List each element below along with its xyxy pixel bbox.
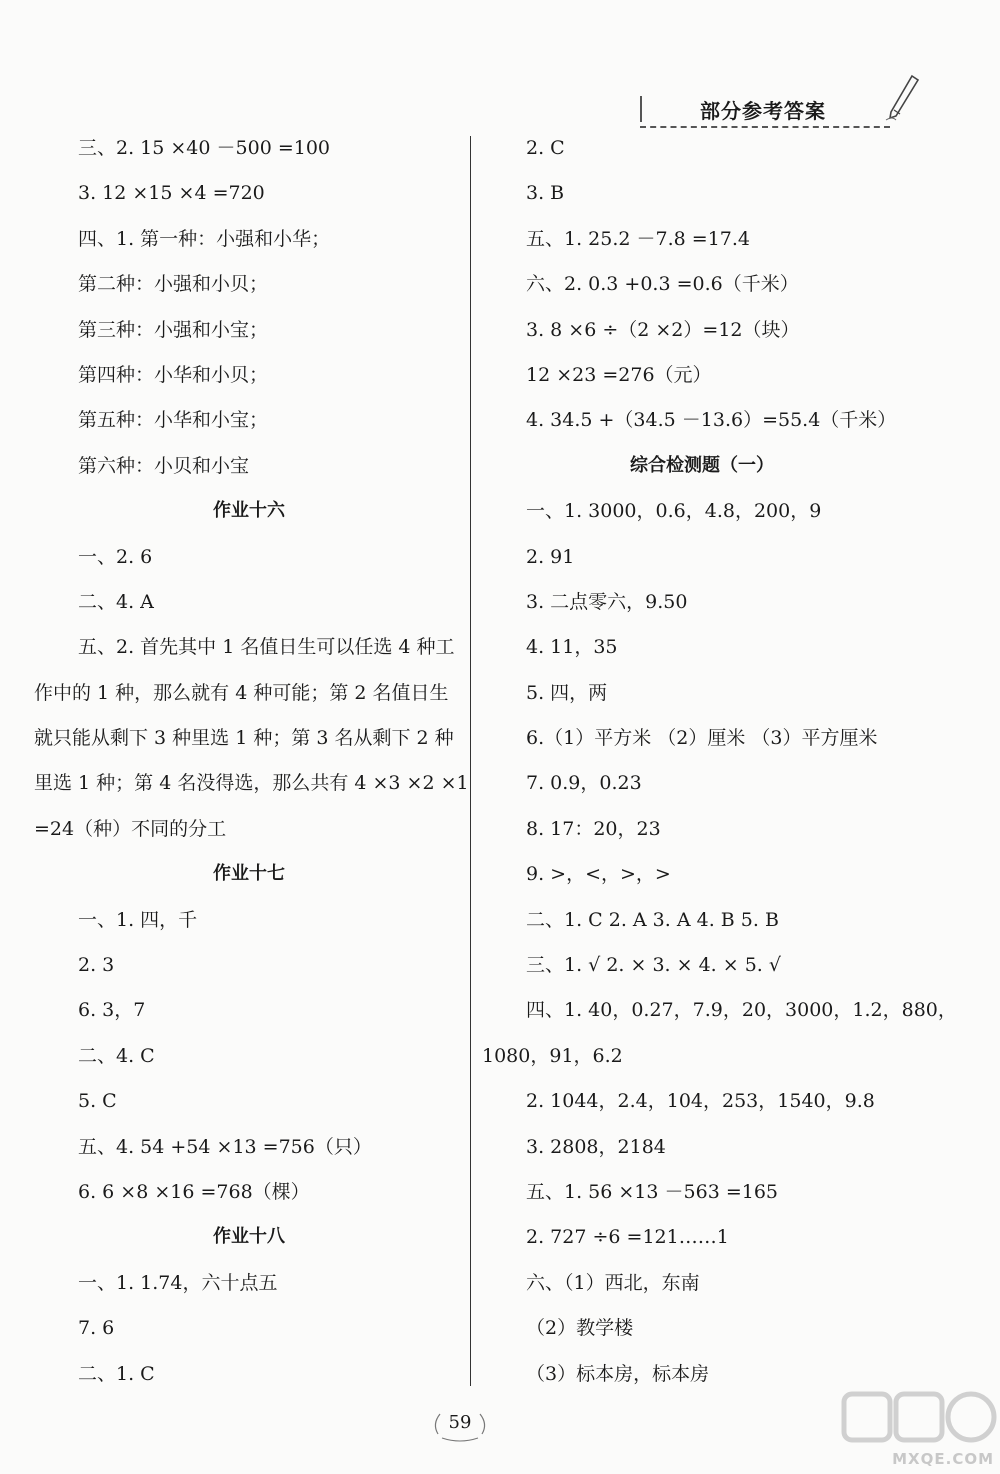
answer-line: 3. 2808，2184 — [526, 1135, 666, 1158]
answer-line: 2. 1044，2.4，104，253，1540，9.8 — [526, 1090, 875, 1113]
answer-line: 二、4. A — [78, 590, 154, 613]
answer-line: 4. 34.5 +（34.5 －13.6）=55.4（千米） — [526, 409, 897, 432]
answer-line: 就只能从剩下 3 种里选 1 种；第 3 名从剩下 2 种 — [34, 727, 454, 750]
answer-line: 里选 1 种；第 4 名没得选，那么共有 4 ×3 ×2 ×1 — [34, 772, 469, 795]
answer-line: 2. C — [526, 137, 565, 159]
header-title: 部分参考答案 — [700, 99, 826, 123]
answer-line: 第二种：小强和小贝； — [78, 273, 269, 296]
section-heading: 综合检测题（一） — [630, 454, 774, 476]
answer-line: 作中的 1 种，那么就有 4 种可能；第 2 名值日生 — [34, 681, 449, 704]
answer-line: 三、2. 15 ×40 －500 =100 — [78, 137, 331, 159]
answer-line: 六、（1）西北，东南 — [526, 1271, 700, 1294]
answer-line: =24（种）不同的分工 — [34, 817, 227, 840]
answer-line: 5. C — [78, 1090, 117, 1113]
answer-line: 五、1. 56 ×13 －563 =165 — [526, 1180, 779, 1203]
pen-icon — [882, 72, 922, 124]
answer-line: 二、1. C — [78, 1362, 155, 1385]
left-column — [34, 130, 469, 1401]
answer-line: 五、4. 54 +54 ×13 =756（只） — [78, 1135, 372, 1158]
answer-line: 6.（1）平方米 （2）厘米 （3）平方厘米 — [526, 727, 878, 750]
page-number: 59 — [448, 1412, 472, 1433]
answer-line: 第六种：小贝和小宝 — [78, 454, 250, 477]
answer-line: 1080，91，6.2 — [482, 1044, 623, 1067]
answer-line: 2. 3 — [78, 954, 115, 977]
right-column — [482, 130, 957, 1401]
answer-line: 6. 3，7 — [78, 999, 146, 1022]
answer-line: 3. 12 ×15 ×4 =720 — [78, 182, 265, 205]
answer-line: 二、4. C — [78, 1044, 155, 1067]
answer-line: （2）教学楼 — [526, 1317, 634, 1340]
answer-line: 3. 二点零六，9.50 — [526, 590, 688, 613]
answer-line: 9. >，<，>，> — [526, 863, 671, 886]
watermark-icon — [840, 1390, 1000, 1450]
answer-line: 第三种：小强和小宝； — [78, 318, 269, 341]
section-heading: 作业十七 — [213, 863, 285, 885]
watermark-logo — [840, 1390, 1000, 1474]
answer-line: 2. 727 ÷6 =121……1 — [526, 1226, 729, 1249]
answer-line: 五、2. 首先其中 1 名值日生可以任选 4 种工 — [78, 636, 455, 659]
answer-line: 一、1. 四，千 — [78, 908, 198, 931]
header-bar — [640, 96, 642, 122]
answer-line: 第四种：小华和小贝； — [78, 363, 269, 386]
answer-line: 一、1. 1.74，六十点五 — [78, 1271, 278, 1294]
section-heading: 作业十八 — [213, 1226, 285, 1248]
answer-line: 六、2. 0.3 +0.3 =0.6（千米） — [526, 273, 799, 296]
answer-line: 2. 91 — [526, 545, 575, 568]
answer-line: 3. 8 ×6 ÷（2 ×2）=12（块） — [526, 318, 800, 341]
answer-line: 二、1. C 2. A 3. A 4. B 5. B — [526, 908, 779, 931]
page-header — [640, 92, 890, 128]
answer-line: 7. 0.9，0.23 — [526, 772, 642, 795]
answer-line: 5. 四，两 — [526, 681, 608, 704]
section-heading: 作业十六 — [213, 500, 285, 522]
answer-line: 12 ×23 =276（元） — [526, 363, 712, 386]
answer-line: 一、1. 3000，0.6，4.8，200，9 — [526, 500, 822, 523]
answer-line: 三、1. √ 2. × 3. × 4. × 5. √ — [526, 954, 781, 977]
answer-line: 一、2. 6 — [78, 545, 153, 568]
watermark-text: MXQE.COM — [892, 1450, 994, 1468]
answer-line: 7. 6 — [78, 1317, 115, 1340]
answer-line: 4. 11，35 — [526, 636, 618, 659]
answer-line: 第五种：小华和小宝； — [78, 409, 269, 432]
answer-line: （3）标本房，标本房 — [526, 1362, 710, 1385]
column-divider — [470, 136, 471, 1386]
answer-line: 3. B — [526, 182, 565, 205]
answer-line: 五、1. 25.2 －7.8 =17.4 — [526, 227, 750, 250]
answer-line: 6. 6 ×8 ×16 =768（棵） — [78, 1180, 310, 1203]
answer-line: 四、1. 40，0.27，7.9，20，3000，1.2，880， — [526, 999, 957, 1022]
answer-line: 8. 17：20，23 — [526, 817, 661, 840]
answer-line: 四、1. 第一种：小强和小华； — [78, 227, 331, 250]
